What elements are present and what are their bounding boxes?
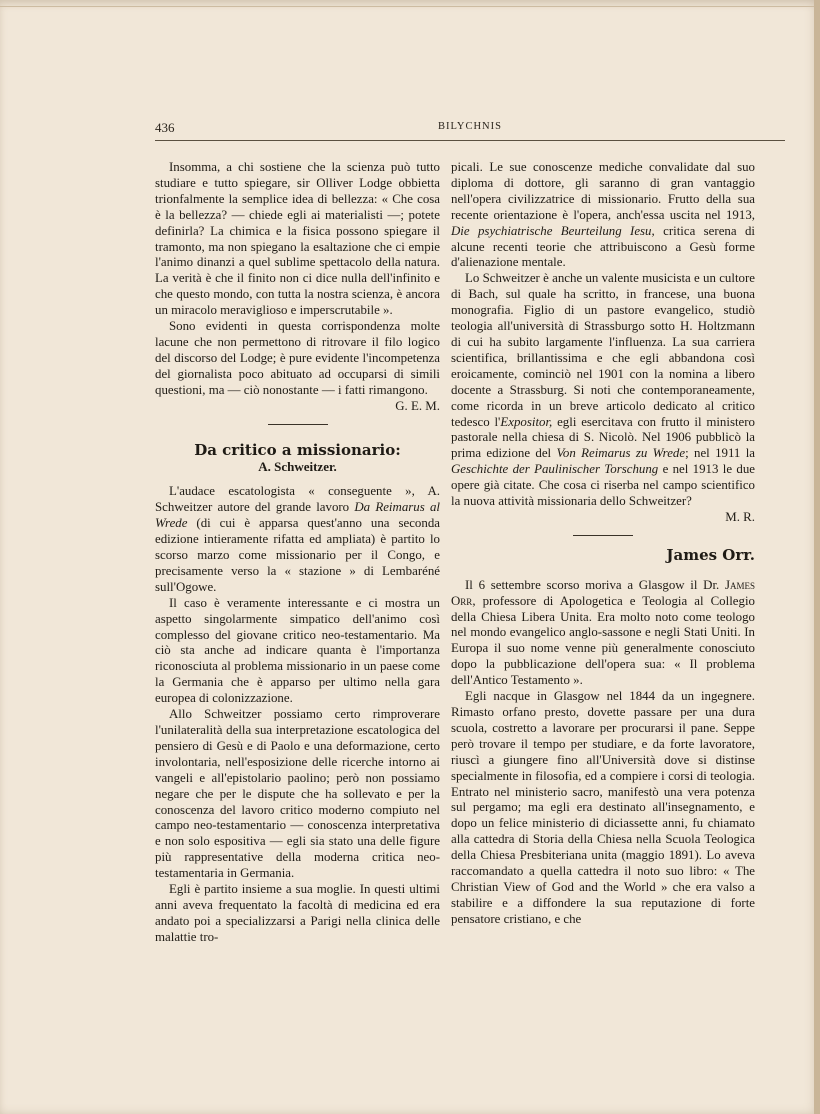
section-separator	[268, 424, 328, 425]
running-header	[155, 120, 785, 140]
paragraph	[451, 271, 755, 510]
text-run: egli esercitava con frutto il ministero pastorale nella chiesa di S. Nicolò. Nel 1906 pubblicò la prima edizione del	[451, 414, 756, 461]
paragraph: Il caso è veramente interessante e ci mostra un aspetto singolarmente simpatico dell'animo così complesso del giovane critico neo-testamentario. Ma ciò sta anche ad indicare quanta è l'importanza riconosciuta al problema missionario in un paese come la Germania che è apparso per ultimo nella gara europea di colonizzazione.	[155, 595, 440, 706]
header-rule	[155, 140, 785, 141]
paragraph: Insomma, a chi sostiene che la scienza può tutto studiare e tutto spiegare, sir Olliver Lodge obbietta trionfalmente la semplice idea di bellezza: « Che cosa è la bellezza? — chiede egli ai materialisti —; potete definirla? La chimica e la fisica possono spiegare il tramonto, ma non spiegano la esaltazione che ci empie l'animo dinanzi a quel sublime spettacolo della natura. La verità è che il finito non ci dice nulla dell'infinito e che questo mondo, con tutta la nostra scienza, è ancora un miracolo meraviglioso e imperscrutabile ».	[155, 160, 440, 318]
book-title: Geschichte der Paulinischer Torschung	[451, 462, 659, 477]
book-title: Von Reimarus zu Wrede	[556, 446, 686, 461]
paragraph	[451, 578, 755, 689]
signature: G. E. M.	[395, 398, 440, 413]
signature: M. R.	[725, 509, 755, 524]
text-run: L'audace escatologista « conseguente », A. Schweitzer autore del grande lavoro	[155, 484, 440, 515]
article-title: James Orr.	[666, 545, 755, 564]
article-subtitle: A. Schweitzer.	[258, 458, 337, 474]
top-edge-line	[0, 6, 820, 7]
page-edge	[814, 0, 820, 1114]
paragraph	[451, 160, 755, 271]
left-column	[155, 160, 440, 946]
text-run: critica serena di alcune recenti teorie che attribuiscono a Gesù forme d'alienazione mentale.	[451, 223, 755, 270]
book-title: Da Reimarus al Wrede	[155, 500, 441, 531]
paragraph: Egli nacque in Glasgow nel 1844 da un ingegnere. Rimasto orfano presto, dovette passare per una dura scuola, costretto a lavorare per procurarsi il pane. Seppe però trovare il tempo per studiare, e da forte lavoratore, riuscì a giungere fino all'Università dove si distinse specialmente in filosofia, ed a compiere i corsi di teologia. Entrato nel ministerio sacro, manifestò una vera potenza sul pergamo; ma egli era destinato all'insegnamento, e dopo un felice ministerio di diciassette anni, fu chiamato alla cattedra di Storia della Chiesa nella Scuola Teologica della Chiesa Presbiteriana unita (maggio 1891). Lo aveva raccomandato a quella cattedra il noto suo libro: « The Christian View of God and the World » che era valso a stabilire e a diffondere la sua reputazione di forte pensatore cristiano, e che	[451, 689, 755, 926]
text-run: e nel 1913 le due opere già citate. Che cosa ci riserba nel campo scientifico la nuova attività missionaria dello Schweitzer?	[451, 462, 755, 509]
journal-name: Expositor,	[500, 414, 553, 429]
section-separator	[573, 535, 633, 536]
text-run: (di cui è apparsa quest'anno una seconda edizione intieramente rifatta ed ampliata) è partito lo scorso marzo come missionario per il Congo, e precisamente verso la « stazione » di Lembaréné sull'Ogowe.	[155, 516, 440, 594]
text-run: Lo Schweitzer è anche un valente musicista e un cultore di Bach, sul quale ha scritto, in francese, una buona monografia. Figlio di un pastore evangelico, studiò teologia all'università di Strassburgo sotto H. Holtzmann di cui ha subito largamente l'influenza. La sua carriera scientifica, brillantissima e che egli abbandona così eroicamente, cominciò nel 1901 con la nomina a libero docente a Strassburg. Si noti che contemporaneamente, come ricorda in un breve articolo dedicato al critico tedesco l'	[451, 271, 755, 429]
text-run: Il 6 settembre scorso moriva a Glasgow il Dr.	[465, 577, 725, 592]
text-run: , professore di Apologetica e Teologia al Collegio della Chiesa Libera Unita. Era molto noto come teologo nel mondo evangelico anglo-sassone e negli Stati Uniti. In Europa il suo nome venne più generalmente conosciuto dopo la pubblicazione dell'opera sua: « Il problema dell'Antico Testamento ».	[451, 593, 755, 688]
article-title: Da critico a missionario:	[194, 440, 401, 459]
text-run: picali. Le sue conoscenze mediche convalidate dal suo diploma di dottore, gli saranno di gran vantaggio nell'opera civilizzatrice di missionario. Frutto della sua recente orientazione è l'opera, anch'essa uscita nel 1913,	[451, 160, 755, 222]
page-number: 436	[155, 120, 175, 135]
text-run: ; nel 1911 la	[685, 446, 755, 461]
paragraph: Egli è partito insieme a sua moglie. In questi ultimi anni aveva frequentato la facoltà di medicina ed era andato poi a specializzarsi a Parigi nella clinica delle malattie tro-	[155, 882, 440, 944]
book-title: Die psychiatrische Beurteilung Iesu,	[451, 223, 655, 238]
paragraph: Sono evidenti in questa corrispondenza molte lacune che non permettono di ritrovare il filo logico del discorso del Lodge; è pure evidente l'incompetenza del giornalista poco abituato ad occuparsi di simili questioni, ma — ciò nonostante — i fatti rimangono.	[155, 319, 440, 397]
person-name: James Orr	[451, 577, 755, 608]
right-column	[451, 160, 755, 928]
paragraph: Allo Schweitzer possiamo certo rimproverare l'unilateralità della sua interpretazione escatologica del pensiero di Gesù e di Paolo e una deformazione, certo involontaria, nell'esposizione delle ricerche intorno ai vangeli e all'epistolario paolino; però non possiamo negare che per le dispute che ha sollevato e per la conoscenza del lavoro critico moderno compiuto nel campo neo-testamentario — conoscenza interpretativa e non solo espositiva — egli sia stato una delle figure più rappresentative della moderna critica neo-testamentaria in Germania.	[155, 707, 440, 881]
paragraph	[155, 484, 440, 595]
journal-title: BILYCHNIS	[438, 121, 502, 132]
